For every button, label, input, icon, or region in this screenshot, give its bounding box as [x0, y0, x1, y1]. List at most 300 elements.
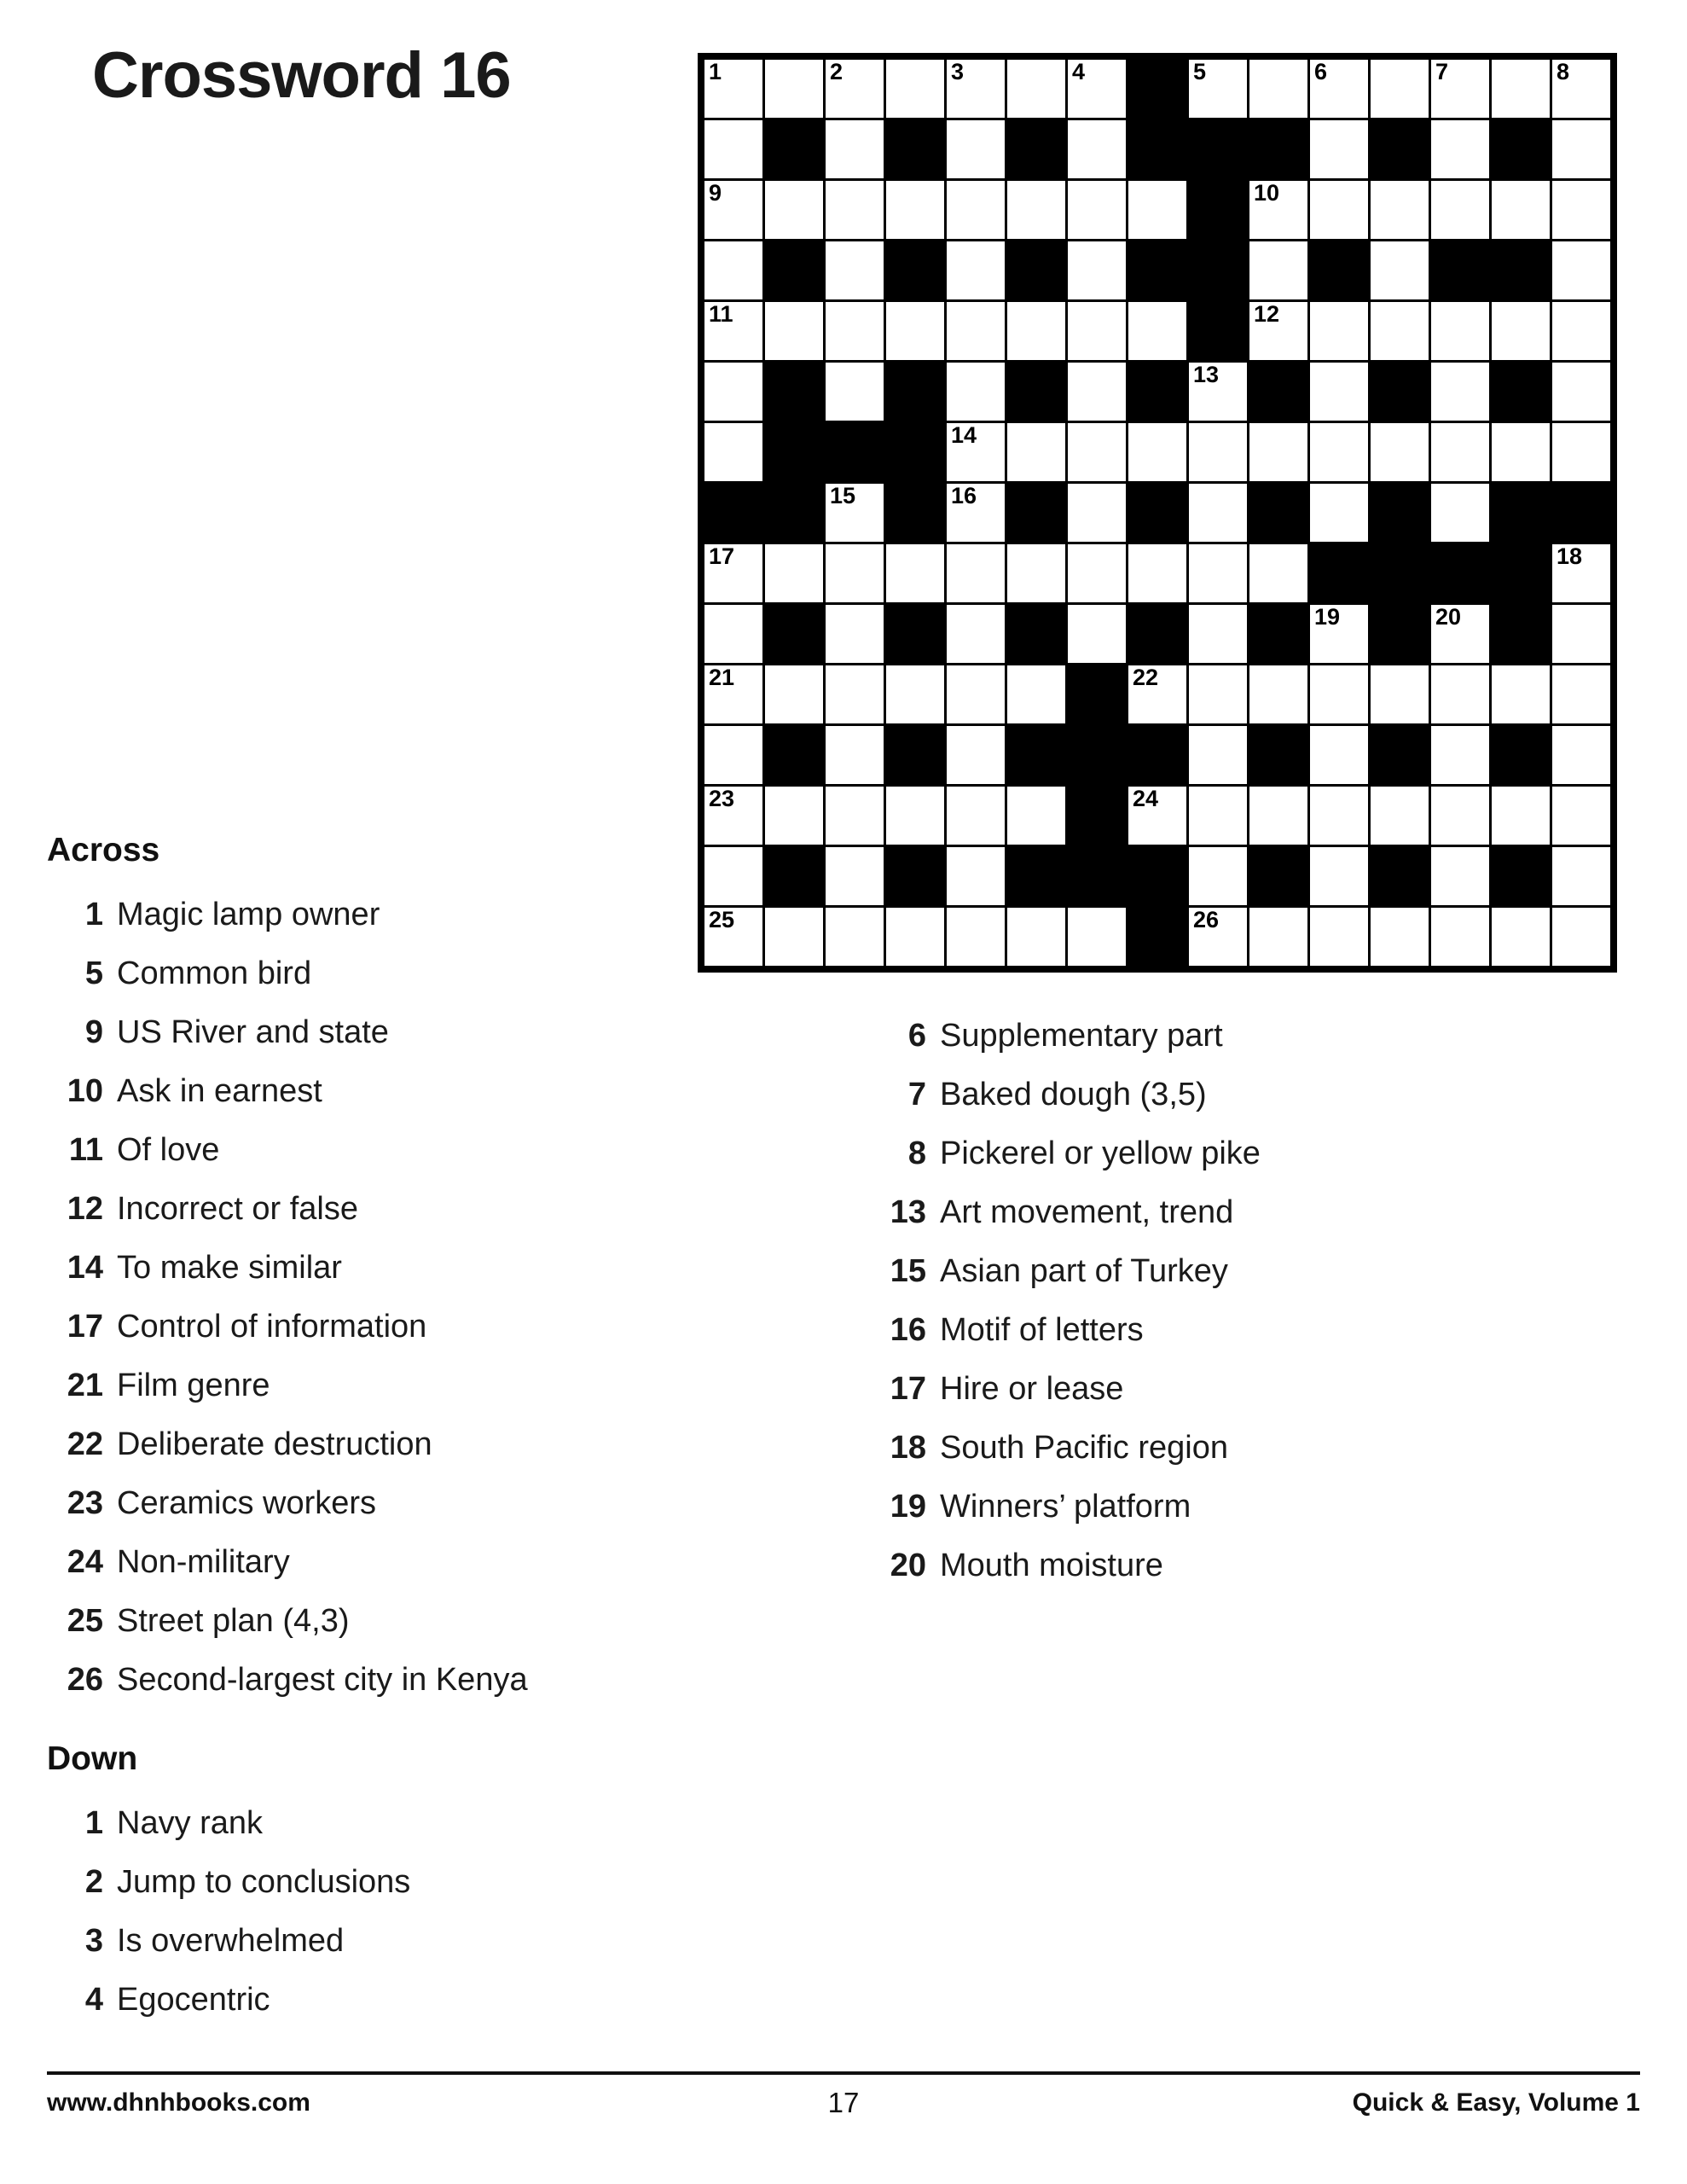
crossword-cell[interactable] [1491, 180, 1551, 241]
clue-item [870, 1373, 1569, 1405]
cell-number: 18 [1557, 543, 1583, 569]
crossword-cell-block [764, 725, 825, 786]
clue-number: 17 [67, 1309, 103, 1345]
crossword-cell[interactable] [1188, 907, 1249, 967]
crossword-cell[interactable] [704, 846, 764, 907]
crossword-cell[interactable] [1430, 665, 1491, 725]
crossword-cell[interactable] [1067, 483, 1128, 543]
cell-number: 15 [830, 483, 856, 508]
crossword-cell[interactable] [764, 786, 825, 846]
clue-item [47, 1016, 644, 1048]
crossword-cell[interactable] [1006, 907, 1067, 967]
crossword-cell[interactable] [1430, 483, 1491, 543]
crossword-row [704, 241, 1612, 301]
crossword-cell-block [1430, 543, 1491, 604]
crossword-cell[interactable] [1551, 119, 1612, 180]
crossword-cell-block [885, 483, 946, 543]
crossword-cell[interactable] [764, 59, 825, 119]
clue-number: 25 [67, 1603, 103, 1639]
crossword-cell[interactable] [1067, 241, 1128, 301]
crossword-cell[interactable] [1249, 180, 1309, 241]
crossword-cell-block [1370, 483, 1430, 543]
crossword-cell[interactable] [825, 362, 885, 422]
crossword-row [704, 59, 1612, 119]
crossword-cell[interactable] [1067, 180, 1128, 241]
crossword-cell-block [764, 604, 825, 665]
crossword-cell[interactable] [1551, 725, 1612, 786]
crossword-cell-block [1491, 483, 1551, 543]
crossword-cell[interactable] [1370, 422, 1430, 483]
clue-number: 16 [890, 1312, 926, 1348]
clue-item [870, 1549, 1569, 1582]
crossword-cell[interactable] [946, 543, 1006, 604]
crossword-cell[interactable] [1491, 59, 1551, 119]
crossword-cell[interactable] [1128, 301, 1188, 362]
cell-number: 2 [830, 59, 844, 84]
crossword-cell[interactable] [1430, 725, 1491, 786]
crossword-row [704, 543, 1612, 604]
crossword-cell[interactable] [1188, 362, 1249, 422]
crossword-cell[interactable] [1249, 59, 1309, 119]
crossword-cell-block [1128, 483, 1188, 543]
crossword-cell-block [1128, 604, 1188, 665]
cell-number: 14 [951, 422, 977, 448]
crossword-cell[interactable] [704, 422, 764, 483]
crossword-cell[interactable] [1551, 422, 1612, 483]
crossword-cell[interactable] [1128, 786, 1188, 846]
crossword-cell[interactable] [946, 119, 1006, 180]
crossword-cell[interactable] [946, 786, 1006, 846]
cell-number: 1 [709, 59, 722, 84]
crossword-cell[interactable] [704, 725, 764, 786]
crossword-cell-block [1249, 119, 1309, 180]
crossword-cell[interactable] [1006, 543, 1067, 604]
clue-text: Pickerel or yellow pike [940, 1136, 1261, 1171]
crossword-cell[interactable] [704, 301, 764, 362]
crossword-grid [698, 53, 1617, 973]
crossword-cell-block [1006, 604, 1067, 665]
crossword-cell[interactable] [825, 119, 885, 180]
crossword-cell-block [764, 119, 825, 180]
crossword-cell[interactable] [825, 543, 885, 604]
crossword-cell-block [1006, 119, 1067, 180]
crossword-cell[interactable] [1249, 786, 1309, 846]
clue-text: Winners’ platform [940, 1489, 1191, 1525]
crossword-cell[interactable] [825, 301, 885, 362]
crossword-cell-block [764, 422, 825, 483]
clue-text: Navy rank [117, 1805, 264, 1841]
crossword-cell[interactable] [1309, 483, 1370, 543]
crossword-cell[interactable] [1430, 180, 1491, 241]
clue-number: 23 [67, 1485, 103, 1521]
crossword-cell-block [1491, 604, 1551, 665]
crossword-cell[interactable] [1370, 907, 1430, 967]
crossword-cell[interactable] [885, 59, 946, 119]
clue-text: Control of information [117, 1309, 427, 1345]
crossword-cell[interactable] [1430, 846, 1491, 907]
clue-item [870, 1490, 1569, 1523]
crossword-cell[interactable] [1006, 180, 1067, 241]
crossword-cell-block [1370, 725, 1430, 786]
crossword-cell[interactable] [1067, 422, 1128, 483]
crossword-cell[interactable] [825, 241, 885, 301]
crossword-cell-block [1491, 241, 1551, 301]
crossword-cell-block [885, 362, 946, 422]
clue-text: Street plan (4,3) [117, 1603, 350, 1639]
crossword-cell[interactable] [825, 665, 885, 725]
crossword-cell-block [885, 119, 946, 180]
crossword-cell-block [1128, 119, 1188, 180]
crossword-cell[interactable] [946, 241, 1006, 301]
clue-number: 6 [907, 1018, 926, 1054]
clue-text: Supplementary part [940, 1018, 1223, 1054]
clue-number: 22 [67, 1426, 103, 1462]
crossword-cell-block [1551, 483, 1612, 543]
crossword-cell[interactable] [946, 604, 1006, 665]
crossword-cell[interactable] [1551, 907, 1612, 967]
crossword-cell[interactable] [1551, 543, 1612, 604]
crossword-cell[interactable] [1430, 422, 1491, 483]
crossword-cell[interactable] [1551, 665, 1612, 725]
crossword-cell[interactable] [1370, 241, 1430, 301]
crossword-cell[interactable] [1309, 362, 1370, 422]
crossword-cell[interactable] [1491, 422, 1551, 483]
crossword-cell[interactable] [825, 59, 885, 119]
crossword-cell[interactable] [704, 180, 764, 241]
clue-text: Incorrect or false [117, 1191, 358, 1227]
crossword-cell[interactable] [1006, 301, 1067, 362]
crossword-cell-block [704, 483, 764, 543]
cell-number: 8 [1557, 59, 1570, 84]
crossword-cell[interactable] [946, 301, 1006, 362]
clue-item [870, 1432, 1569, 1464]
crossword-cell[interactable] [946, 725, 1006, 786]
clue-text: Common bird [117, 956, 312, 991]
crossword-cell[interactable] [1551, 59, 1612, 119]
crossword-cell-block [1430, 241, 1491, 301]
crossword-cell-block [1128, 59, 1188, 119]
footer-book-title: Quick & Easy, Volume 1 [1352, 2088, 1640, 2117]
crossword-cell-block [885, 725, 946, 786]
clue-item [870, 1078, 1569, 1111]
crossword-cell-block [1491, 119, 1551, 180]
crossword-cell[interactable] [1249, 665, 1309, 725]
crossword-cell-block [1491, 846, 1551, 907]
crossword-cell[interactable] [1067, 119, 1128, 180]
crossword-cell-block [1309, 543, 1370, 604]
crossword-cell[interactable] [1430, 362, 1491, 422]
clue-text: Art movement, trend [940, 1194, 1234, 1230]
crossword-cell-block [885, 604, 946, 665]
crossword-cell[interactable] [704, 543, 764, 604]
crossword-cell-block [1370, 362, 1430, 422]
crossword-cell[interactable] [1551, 241, 1612, 301]
crossword-cell[interactable] [1006, 422, 1067, 483]
crossword-cell[interactable] [1188, 725, 1249, 786]
crossword-cell[interactable] [885, 543, 946, 604]
crossword-cell[interactable] [1430, 907, 1491, 967]
clue-item [47, 1369, 644, 1402]
crossword-cell[interactable] [1551, 362, 1612, 422]
crossword-cell[interactable] [1249, 422, 1309, 483]
crossword-cell-block [1491, 543, 1551, 604]
clue-number: 9 [84, 1014, 103, 1050]
clue-item [47, 1546, 644, 1578]
crossword-cell[interactable] [1430, 59, 1491, 119]
crossword-cell[interactable] [1188, 665, 1249, 725]
crossword-cell[interactable] [1006, 665, 1067, 725]
crossword-cell[interactable] [946, 665, 1006, 725]
crossword-cell[interactable] [885, 301, 946, 362]
crossword-cell[interactable] [704, 59, 764, 119]
crossword-cell[interactable] [1430, 786, 1491, 846]
cell-number: 21 [709, 665, 735, 690]
clue-number: 20 [890, 1548, 926, 1583]
crossword-cell[interactable] [1309, 604, 1370, 665]
cell-number: 12 [1254, 301, 1280, 327]
crossword-cell[interactable] [1491, 786, 1551, 846]
crossword-cell[interactable] [704, 604, 764, 665]
crossword-cell[interactable] [1491, 907, 1551, 967]
crossword-cell[interactable] [704, 786, 764, 846]
crossword-cell[interactable] [825, 180, 885, 241]
down-clues-continued-section [870, 1019, 1569, 1608]
crossword-cell[interactable] [1067, 907, 1128, 967]
clue-text: Jump to conclusions [117, 1864, 411, 1900]
crossword-cell[interactable] [885, 665, 946, 725]
crossword-cell-block [1128, 241, 1188, 301]
crossword-cell-block [1309, 241, 1370, 301]
crossword-row [704, 362, 1612, 422]
crossword-cell-block [764, 362, 825, 422]
crossword-cell[interactable] [1551, 180, 1612, 241]
crossword-cell[interactable] [764, 180, 825, 241]
clue-item [47, 1984, 644, 2016]
crossword-cell-block [1249, 846, 1309, 907]
crossword-cell-block [1370, 846, 1430, 907]
crossword-cell[interactable] [1249, 543, 1309, 604]
crossword-cell[interactable] [825, 604, 885, 665]
crossword-cell[interactable] [1309, 665, 1370, 725]
clue-number: 10 [67, 1073, 103, 1109]
crossword-cell[interactable] [764, 543, 825, 604]
clue-item [870, 1196, 1569, 1228]
crossword-cell[interactable] [704, 241, 764, 301]
crossword-cell[interactable] [1551, 786, 1612, 846]
crossword-cell-block [764, 846, 825, 907]
crossword-cell[interactable] [825, 725, 885, 786]
crossword-cell[interactable] [1309, 786, 1370, 846]
down-clue-list-continued [870, 1019, 1569, 1582]
crossword-cell[interactable] [1249, 907, 1309, 967]
clue-text: Mouth moisture [940, 1548, 1163, 1583]
crossword-cell[interactable] [946, 907, 1006, 967]
crossword-cell[interactable] [1309, 119, 1370, 180]
crossword-cell-block [1249, 725, 1309, 786]
crossword-cell[interactable] [1188, 846, 1249, 907]
crossword-cell[interactable] [1067, 604, 1128, 665]
cell-number: 11 [709, 301, 733, 327]
clue-text: Is overwhelmed [117, 1923, 345, 1959]
clue-text: Ceramics workers [117, 1485, 377, 1521]
crossword-cell[interactable] [1309, 907, 1370, 967]
crossword-cell-block [1067, 846, 1128, 907]
footer-website: www.dhnhbooks.com [47, 2088, 310, 2117]
footer-page-number: 17 [827, 2087, 860, 2118]
crossword-cell-block [764, 483, 825, 543]
clue-text: Egocentric [117, 1982, 270, 2018]
clue-item [47, 898, 644, 931]
cell-number: 17 [709, 543, 735, 569]
crossword-cell[interactable] [1309, 846, 1370, 907]
clue-item [870, 1137, 1569, 1170]
crossword-cell[interactable] [946, 483, 1006, 543]
crossword-cell-block [1188, 301, 1249, 362]
crossword-cell[interactable] [1249, 301, 1309, 362]
crossword-cell[interactable] [825, 907, 885, 967]
crossword-cell[interactable] [1491, 665, 1551, 725]
crossword-cell[interactable] [1006, 786, 1067, 846]
clue-number: 4 [84, 1982, 103, 2018]
crossword-row [704, 604, 1612, 665]
crossword-cell[interactable] [1491, 301, 1551, 362]
crossword-cell[interactable] [825, 483, 885, 543]
crossword-cell[interactable] [704, 665, 764, 725]
crossword-cell-block [1006, 241, 1067, 301]
crossword-cell[interactable] [704, 907, 764, 967]
crossword-cell[interactable] [1370, 301, 1430, 362]
clue-number: 18 [890, 1430, 926, 1466]
crossword-cell[interactable] [1370, 665, 1430, 725]
page-footer [47, 2071, 1640, 2117]
crossword-cell[interactable] [1006, 59, 1067, 119]
clue-number: 5 [84, 956, 103, 991]
across-clue-list [47, 898, 644, 1696]
crossword-cell[interactable] [1309, 301, 1370, 362]
clue-item [870, 1019, 1569, 1052]
cell-number: 5 [1193, 59, 1207, 84]
crossword-cell-block [1128, 362, 1188, 422]
crossword-cell-block [1128, 725, 1188, 786]
cell-number: 9 [709, 180, 722, 206]
clue-item [47, 1310, 644, 1343]
crossword-cell[interactable] [885, 907, 946, 967]
crossword-cell[interactable] [764, 907, 825, 967]
crossword-cell[interactable] [885, 180, 946, 241]
clue-item [870, 1314, 1569, 1346]
clue-text: Second-largest city in Kenya [117, 1662, 528, 1698]
crossword-cell[interactable] [1188, 422, 1249, 483]
crossword-cell-block [1370, 604, 1430, 665]
crossword-cell[interactable] [1128, 180, 1188, 241]
crossword-cell-block [1006, 483, 1067, 543]
crossword-cell[interactable] [764, 301, 825, 362]
clue-text: Asian part of Turkey [940, 1253, 1228, 1289]
crossword-cell[interactable] [1188, 604, 1249, 665]
crossword-cell-block [885, 422, 946, 483]
crossword-cell[interactable] [825, 846, 885, 907]
crossword-cell[interactable] [946, 59, 1006, 119]
clue-number: 12 [67, 1191, 103, 1227]
crossword-cell[interactable] [946, 180, 1006, 241]
crossword-row [704, 422, 1612, 483]
crossword-cell[interactable] [1188, 786, 1249, 846]
clue-number: 15 [890, 1253, 926, 1289]
clue-item [47, 1134, 644, 1166]
clue-item [47, 1925, 644, 1957]
crossword-row [704, 786, 1612, 846]
crossword-cell-block [1249, 483, 1309, 543]
crossword-cell[interactable] [1430, 604, 1491, 665]
crossword-cell[interactable] [1067, 59, 1128, 119]
clue-item [47, 1664, 644, 1696]
cell-number: 13 [1193, 362, 1220, 387]
crossword-cell[interactable] [1551, 604, 1612, 665]
crossword-cell[interactable] [946, 362, 1006, 422]
crossword-cell[interactable] [1370, 59, 1430, 119]
crossword-cell[interactable] [946, 422, 1006, 483]
crossword-cell[interactable] [885, 786, 946, 846]
crossword-cell[interactable] [1188, 543, 1249, 604]
cell-number: 3 [951, 59, 965, 84]
crossword-cell-block [885, 241, 946, 301]
clue-number: 14 [67, 1250, 103, 1286]
crossword-row [704, 725, 1612, 786]
crossword-cell-block [1006, 725, 1067, 786]
crossword-cell[interactable] [1309, 725, 1370, 786]
crossword-cell[interactable] [1370, 786, 1430, 846]
cell-number: 22 [1133, 665, 1159, 690]
clue-number: 19 [890, 1489, 926, 1525]
crossword-cell[interactable] [1551, 846, 1612, 907]
crossword-cell[interactable] [1128, 543, 1188, 604]
crossword-cell[interactable] [704, 119, 764, 180]
crossword-cell[interactable] [1188, 483, 1249, 543]
crossword-cell[interactable] [1551, 301, 1612, 362]
crossword-cell[interactable] [1188, 59, 1249, 119]
clue-number: 8 [907, 1136, 926, 1171]
crossword-cell[interactable] [946, 846, 1006, 907]
crossword-row [704, 180, 1612, 241]
crossword-cell[interactable] [1430, 119, 1491, 180]
clue-item [47, 1428, 644, 1461]
crossword-cell[interactable] [1430, 301, 1491, 362]
crossword-cell-block [1370, 543, 1430, 604]
crossword-cell[interactable] [1067, 362, 1128, 422]
clue-text: Of love [117, 1132, 220, 1168]
crossword-cell-block [1188, 180, 1249, 241]
crossword-cell[interactable] [1128, 422, 1188, 483]
crossword-cell[interactable] [1309, 59, 1370, 119]
crossword-cell[interactable] [1309, 422, 1370, 483]
crossword-cell[interactable] [1128, 665, 1188, 725]
crossword-cell[interactable] [1370, 180, 1430, 241]
crossword-cell[interactable] [825, 786, 885, 846]
crossword-cell-block [1491, 725, 1551, 786]
down-heading: Down [47, 1740, 138, 1777]
cell-number: 24 [1133, 786, 1159, 811]
crossword-cell[interactable] [704, 362, 764, 422]
crossword-cell[interactable] [1067, 301, 1128, 362]
crossword-cell[interactable] [1309, 180, 1370, 241]
clue-text: Non-military [117, 1544, 290, 1580]
crossword-cell[interactable] [764, 665, 825, 725]
crossword-cell-block [1128, 907, 1188, 967]
crossword-cell[interactable] [1249, 241, 1309, 301]
crossword-cell[interactable] [1067, 543, 1128, 604]
clue-text: Motif of letters [940, 1312, 1144, 1348]
crossword-cell-block [1249, 362, 1309, 422]
